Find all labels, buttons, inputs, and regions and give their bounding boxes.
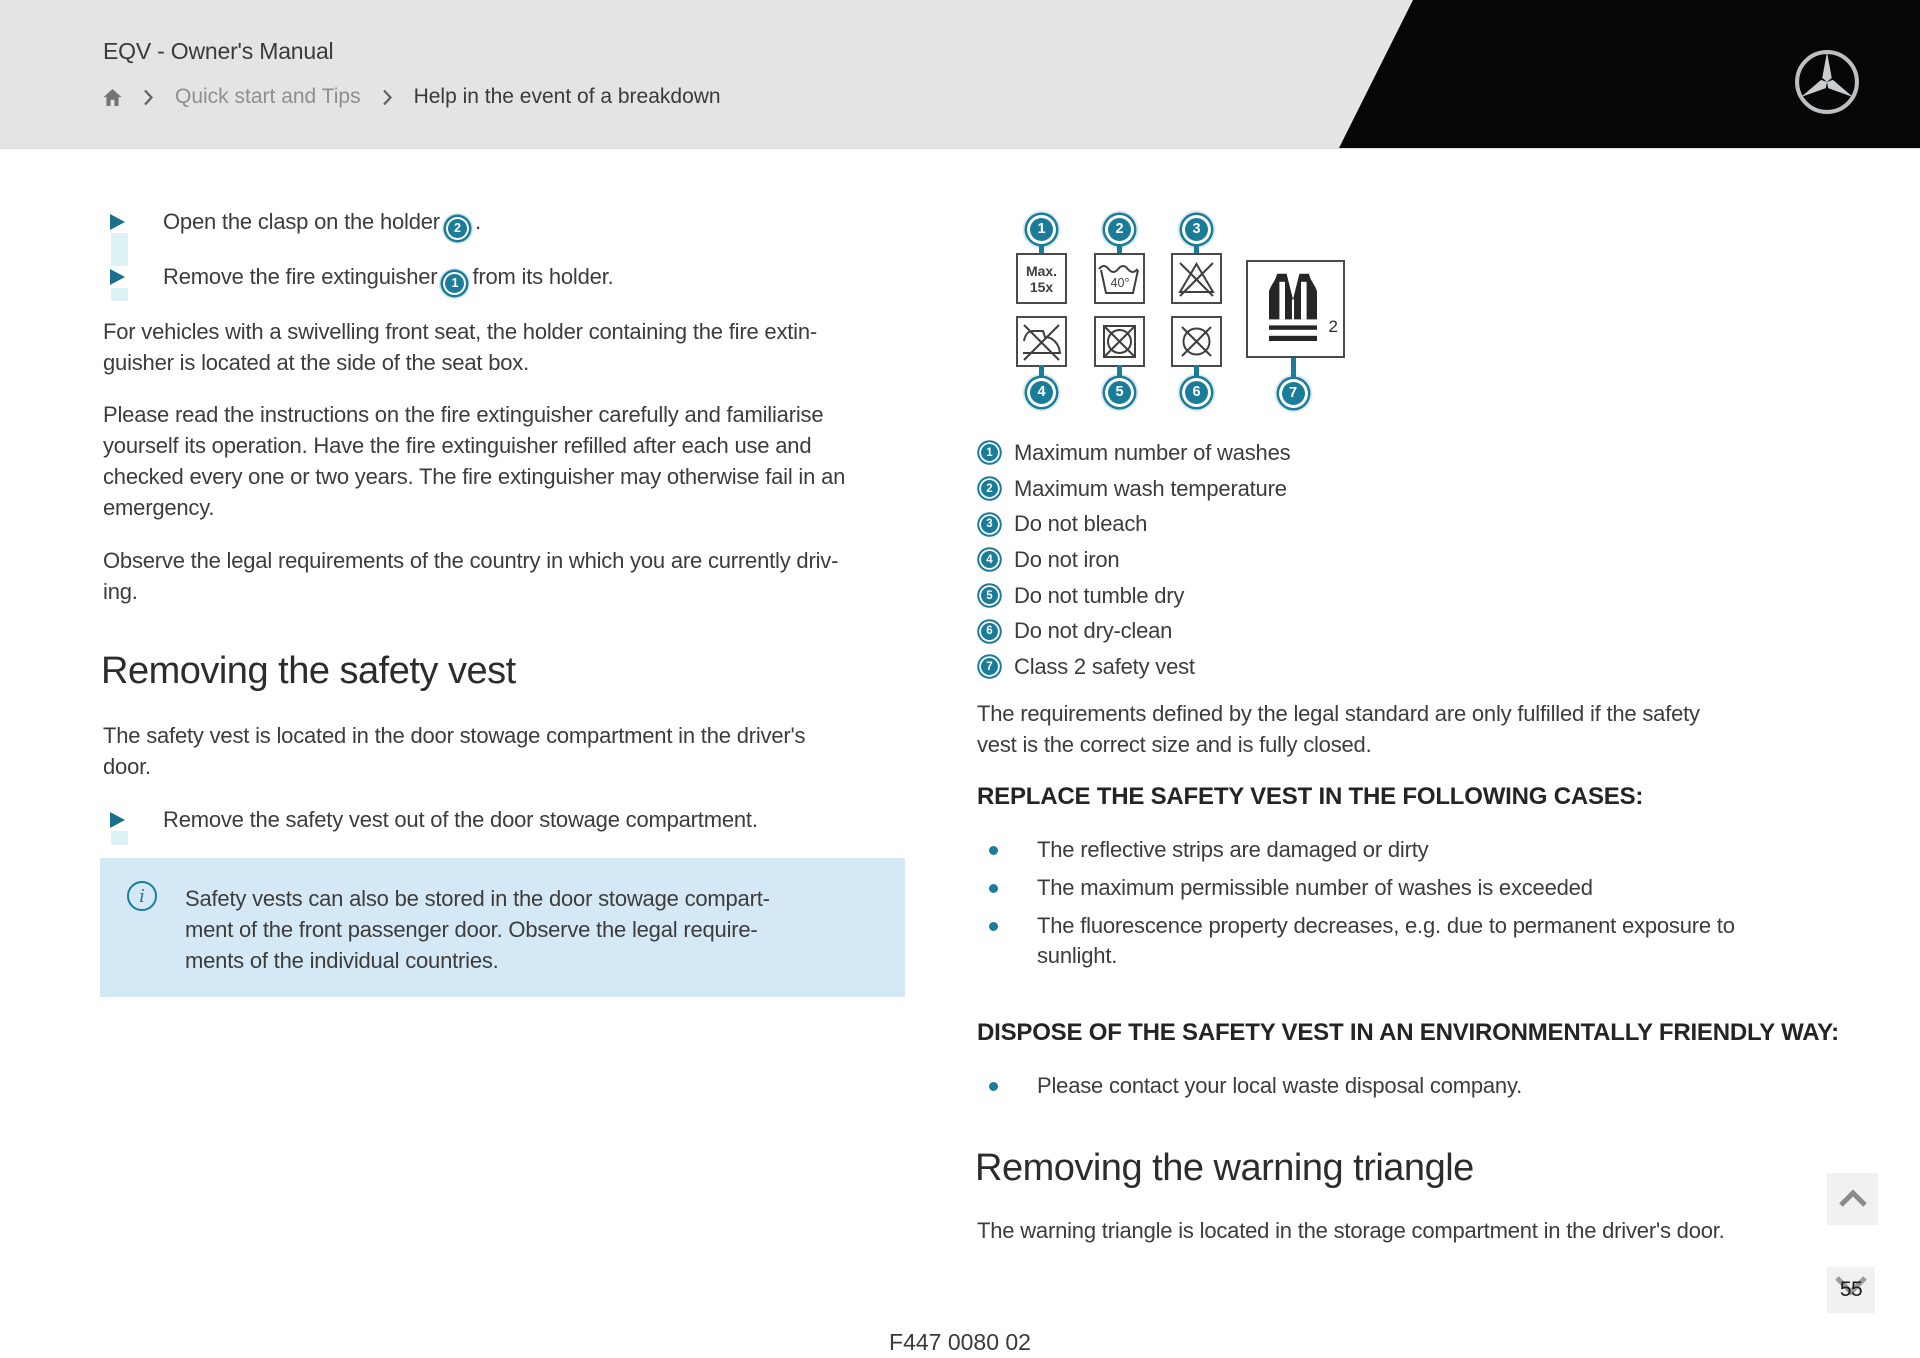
legend-item: 5 Do not tumble dry xyxy=(977,578,1290,614)
mercedes-logo-icon xyxy=(1793,48,1861,116)
scroll-up-button[interactable] xyxy=(1827,1173,1878,1225)
step-text xyxy=(163,262,614,293)
breadcrumb-current-page: Help in the event of a breakdown xyxy=(413,85,721,108)
care-symbol-box xyxy=(1094,316,1145,367)
legend-number-badge: 6 xyxy=(981,623,998,640)
section-heading: Removing the warning triangle xyxy=(975,1147,1474,1189)
do-not-iron-icon xyxy=(1018,318,1065,365)
step-text-post: . xyxy=(474,209,481,234)
paragraph: Observe the legal requirements of the country in which you are currently driv- ing. xyxy=(103,548,839,604)
step-text-pre: Remove the fire extinguisher xyxy=(163,264,438,289)
chevron-up-icon xyxy=(1838,1190,1868,1208)
breadcrumb-section-link[interactable]: Quick start and Tips xyxy=(175,85,361,108)
section-heading: Removing the safety vest xyxy=(101,650,516,692)
paragraph: For vehicles with a swivelling front seat, the holder containing the fire extin- guisher is located at the side of the seat box. xyxy=(103,319,818,375)
bullet-item: The maximum permissible number of washes is exceeded xyxy=(977,873,1593,903)
badge-connector xyxy=(1039,365,1044,380)
bullet-dot-icon xyxy=(989,846,998,855)
legend-number-badge: 3 xyxy=(981,516,998,533)
care-symbol-box xyxy=(1094,253,1145,304)
legend-number-badge: 1 xyxy=(981,444,998,461)
do-not-dry-clean-icon xyxy=(1173,318,1220,365)
diagram-number-badge: 1 xyxy=(1030,218,1053,241)
page-title: EQV - Owner's Manual xyxy=(103,38,334,64)
step-text-post: from its holder. xyxy=(472,264,614,289)
note-text: Safety vests can also be stored in the door stowage compart- ment of the front passenger door. Observe the legal require- ments of the individual countries. xyxy=(185,886,770,973)
svg-text:Max.: Max. xyxy=(1025,263,1058,279)
legend-number-badge: 4 xyxy=(981,551,998,568)
home-icon[interactable] xyxy=(103,89,122,106)
diagram-number-badge: 6 xyxy=(1185,381,1208,404)
care-symbol-box xyxy=(1246,260,1345,358)
info-icon: i xyxy=(127,881,157,911)
note-box xyxy=(100,858,905,997)
paragraph: Please read the instructions on the fire extinguisher carefully and familiarise yourself its operation. Have the fire extinguisher refilled after each use and checked every one or two years. The fire extinguisher may otherwise fail in an emergency. xyxy=(103,402,846,520)
page-number-button[interactable] xyxy=(1827,1267,1875,1313)
badge-connector xyxy=(1117,365,1122,380)
legend-item: 6 Do not dry-clean xyxy=(977,613,1290,649)
bullet-dot-icon xyxy=(989,922,998,931)
step-trail-bar xyxy=(111,233,128,266)
svg-text:40°: 40° xyxy=(1110,276,1130,290)
step-arrow-icon xyxy=(110,812,125,828)
bullet-dot-icon xyxy=(989,1082,998,1091)
subsection-heading: DISPOSE OF THE SAFETY VEST IN AN ENVIRONMENTALLY FRIENDLY WAY: xyxy=(977,1019,1839,1046)
step-text-pre: Open the clasp on the holder xyxy=(163,209,440,234)
legend-item: 4 Do not iron xyxy=(977,542,1290,578)
bullet-item: The fluorescence property decreases, e.g. due to permanent exposure to sunlight. xyxy=(977,911,1735,971)
svg-text:15x: 15x xyxy=(1029,279,1054,295)
legend-item: 1 Maximum number of washes xyxy=(977,435,1290,471)
footer-doc-code: F447 0080 02 xyxy=(889,1329,1031,1355)
bullet-item: Please contact your local waste disposal company. xyxy=(977,1071,1522,1101)
app-header xyxy=(0,0,1920,149)
max-washes-symbol xyxy=(1018,255,1065,302)
paragraph: The requirements defined by the legal standard are only fulfilled if the safety vest is the correct size and is fully closed. xyxy=(977,701,1700,757)
care-symbol-box xyxy=(1171,316,1222,367)
badge-connector xyxy=(1291,358,1296,379)
step-arrow-icon xyxy=(110,269,125,285)
page-number-label: 55 xyxy=(1839,1278,1863,1301)
care-symbol-box xyxy=(1016,316,1067,367)
legend-number-badge: 2 xyxy=(981,480,998,497)
step-trail-bar xyxy=(111,831,128,845)
breadcrumb xyxy=(103,84,721,110)
diagram-number-badge: 2 xyxy=(1108,218,1131,241)
diagram-number-badge: 4 xyxy=(1030,381,1053,404)
legend-list xyxy=(977,435,1290,685)
legend-number-badge: 7 xyxy=(981,658,998,675)
badge-connector xyxy=(1194,365,1199,380)
care-symbol-box xyxy=(1171,253,1222,304)
vest-class-label: 2 xyxy=(1328,317,1338,336)
step-number-badge: 2 xyxy=(448,219,467,238)
wash-temperature-symbol xyxy=(1096,255,1143,302)
legend-item: 3 Do not bleach xyxy=(977,506,1290,542)
diagram-number-badge: 7 xyxy=(1282,382,1305,405)
care-symbol-box xyxy=(1016,253,1067,304)
legend-item: 7 Class 2 safety vest xyxy=(977,649,1290,685)
bullet-dot-icon xyxy=(989,884,998,893)
care-diagram xyxy=(1016,212,1366,422)
step-arrow-icon xyxy=(110,214,125,230)
legend-number-badge: 5 xyxy=(981,587,998,604)
step-text xyxy=(163,207,481,238)
subsection-heading: REPLACE THE SAFETY VEST IN THE FOLLOWING CASES: xyxy=(977,783,1644,810)
legend-item: 2 Maximum wash temperature xyxy=(977,471,1290,507)
breadcrumb-chevron-icon xyxy=(144,89,153,106)
diagram-number-badge: 5 xyxy=(1108,381,1131,404)
breadcrumb-chevron-icon xyxy=(383,89,392,106)
do-not-bleach-icon xyxy=(1173,255,1220,302)
brand-black-panel xyxy=(0,0,1920,148)
safety-vest-icon xyxy=(1253,264,1333,354)
diagram-number-badge: 3 xyxy=(1185,218,1208,241)
do-not-tumble-dry-icon xyxy=(1096,318,1143,365)
step-number-badge: 1 xyxy=(445,274,464,293)
bullet-item: The reflective strips are damaged or dirty xyxy=(977,835,1428,865)
paragraph: The warning triangle is located in the storage compartment in the driver's door. xyxy=(977,1218,1725,1243)
step-trail-bar xyxy=(111,288,128,301)
paragraph: The safety vest is located in the door stowage compartment in the driver's door. xyxy=(103,723,806,779)
step-text: Remove the safety vest out of the door stowage compartment. xyxy=(163,807,758,832)
